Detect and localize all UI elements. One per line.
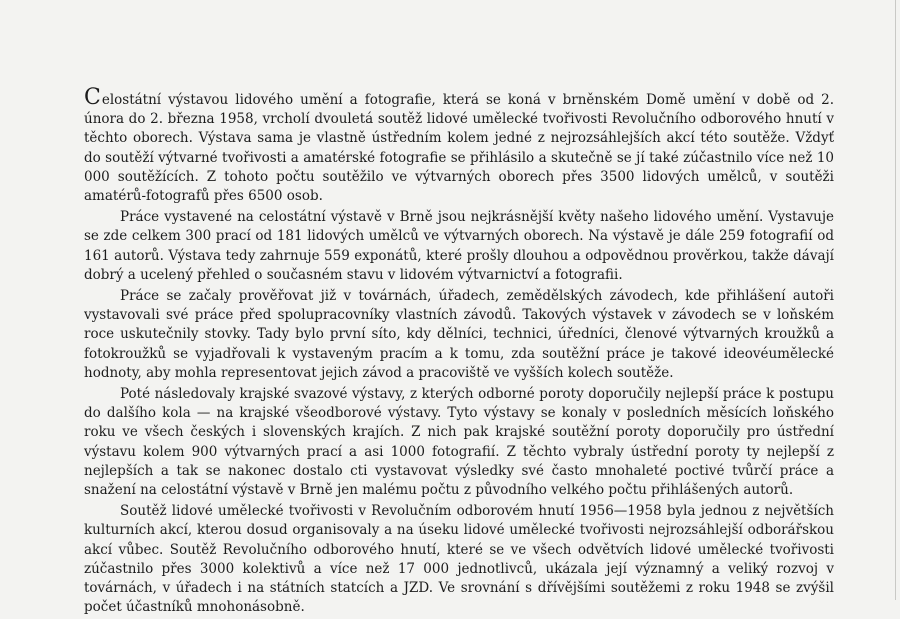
drop-cap-initial: C (84, 85, 101, 110)
page-edge-line (895, 0, 896, 600)
article-body (84, 85, 834, 619)
paragraph-exhibited-works: Práce vystavené na celostátní výstavě v Brně jsou nejkrásnější květy našeho lidového umění. Vystavuje se zde celkem 300 prací od 181 lidových umělců ve výtvarných oborech. Na výstavě je dále 259 fotografií od 161 autorů. Výstava tedy zahrnuje 559 exponátů, které prošly dlouhou a odpovědnou prověrkou, takže dávají dobrý a ucelený přehled o současném stavu v lidovém výtvarnictví a fotografii. (84, 209, 834, 283)
paragraph-regional-exhibitions: Poté následovaly krajské svazové výstavy, z kterých odborné poroty doporučily nejlepší práce k postupu do dalšího kola — na krajské všeodborové výstavy. Tyto výstavy se konaly v posledních měsících loňského roku ve všech českých i slovenských krajích. Z nich pak krajské soutěžní poroty doporučily pro ústřední výstavu kolem 900 výtvarných prací a asi 1000 fotografií. Z těchto vybraly ústřední poroty ty nejlepší z nejlepších a tak se nakonec dostalo cti vystavovat výsledky své často mnohaleté poctivé tvůrčí práce a snažení na celostátní výstavě v Brně jen malému počtu z původního velkého počtu přihlášených autorů. (84, 386, 834, 499)
paragraph-competition-summary: Soutěž lidové umělecké tvořivosti v Revolučním odborovém hnutí 1956—1958 byla jednou z největších kulturních akcí, kterou dosud organisovaly a na úseku lidové umělecké tvořivosti nejrozsáhlejší odborářskou akcí vůbec. Soutěž Revolučního odborového hnutí, které se ve všech odvětvích lidové umělecké tvořivosti zúčastnilo přes 3000 kolektivů a více než 17 000 jednotlivců, ukázala její významný a veliký rozvoj v továrnách, v úřadech i na státních statcích a JZD. Ve srovnání s dřívějšími soutěžemi z roku 1948 se zvýšil počet účastníků mnohonásobně. (84, 503, 834, 616)
paragraph-factory-reviews: Práce se začaly prověřovat již v továrnách, úřadech, zemědělských závodech, kde přihlášení autoři vystavovali své práce před spolupracovníky vlastních závodů. Takových výstavek v závodech se v loňském roce uskutečnily stovky. Tady bylo první síto, kdy dělníci, technici, úředníci, členové výtvarných kroužků a fotokroužků se vyjadřovali k vystaveným pracím a k tomu, zda soutěžní práce je takové ideovéumělecké hodnoty, aby mohla representovat jejich závod a pracoviště ve vyšších kolech soutěže. (84, 288, 834, 381)
paragraph-intro (84, 85, 834, 206)
paragraph-intro-text: elostátní výstavou lidového umění a fotografie, která se koná v brněnském Domě umění v době od 2. února do 2. března 1958, vrcholí dvouletá soutěž lidové umělecké tvořivosti Revolučního odborového hnutí v těchto oborech. Výstava sama je vlastně ústředním kolem jedné z nejrozsáhlejších akcí této soutěže. Vždyť do soutěží výtvarné tvořivosti a amatérské fotografie se přihlásilo a skutečně se jí také zúčastnilo více než 10 000 soutěžících. Z tohoto počtu soutěžilo ve výtvarných oborech přes 3500 lidových umělců, v soutěži amatérů-fotografů přes 6500 osob. (84, 92, 834, 205)
